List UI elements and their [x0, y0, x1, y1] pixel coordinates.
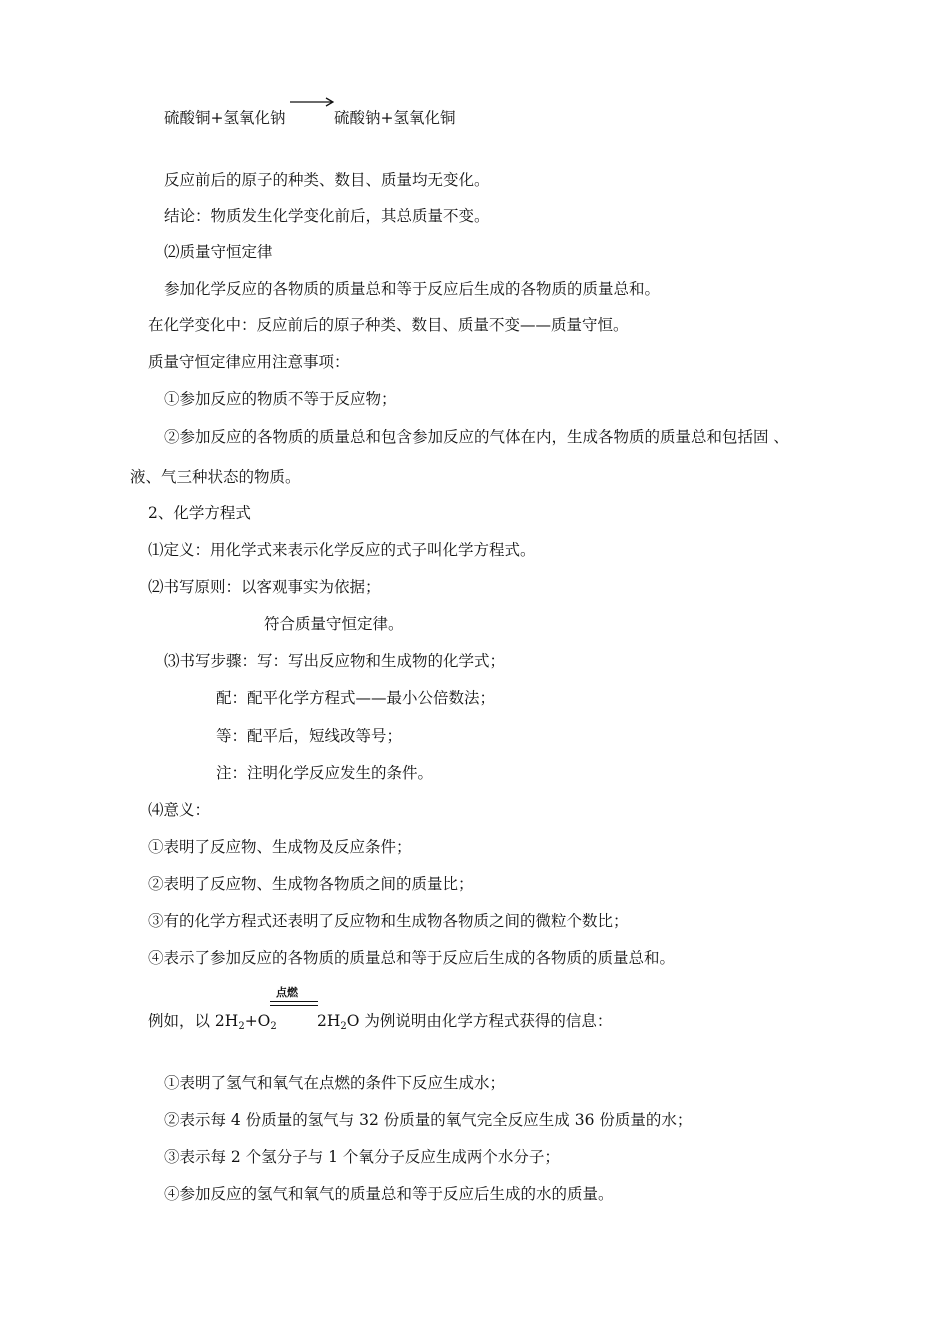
text-line: ⑵书写原则：以客观事实为依据；	[148, 578, 381, 596]
list-item: ①表明了反应物、生成物及反应条件；	[148, 838, 412, 856]
text-line: 质量守恒定律应用注意事项：	[148, 353, 350, 371]
equation-suffix: O 为例说明由化学方程式获得的信息：	[346, 1012, 613, 1030]
text-line: 反应前后的原子的种类、数目、质量均无变化。	[164, 171, 490, 189]
section-heading: 2、化学方程式	[148, 504, 251, 522]
list-item: ①参加反应的物质不等于反应物；	[164, 390, 397, 408]
list-item: ②参加反应的各物质的质量总和包含参加反应的气体在内，生成各物质的质量总和包括固 、	[164, 428, 789, 446]
section-heading: ⑵质量守恒定律	[164, 243, 273, 261]
subscript: 2	[238, 1021, 245, 1032]
text-line: 等：配平后，短线改等号；	[216, 727, 403, 745]
text-line: 配：配平化学方程式——最小公倍数法；	[216, 689, 496, 707]
text-line: 液、气三种状态的物质。	[130, 468, 301, 486]
text-line: 注：注明化学反应发生的条件。	[216, 764, 434, 782]
reaction-arrow-icon	[290, 96, 334, 108]
list-item: ②表示每 4 份质量的氢气与 32 份质量的氧气完全反应生成 36 份质量的水；	[164, 1111, 693, 1129]
list-item: ③有的化学方程式还表明了反应物和生成物各物质之间的微粒个数比；	[148, 912, 629, 930]
text-line: 参加化学反应的各物质的质量总和等于反应后生成的各物质的质量总和。	[164, 280, 661, 298]
subscript: 2	[270, 1021, 277, 1032]
equation-reactants	[148, 1011, 277, 1037]
reaction-condition-label: 点燃	[276, 986, 298, 999]
reaction-reactants: 硫酸铜+氢氧化钠	[164, 109, 286, 127]
reaction-products: 硫酸钠+氢氧化铜	[334, 109, 456, 127]
list-item: ③表示每 2 个氢分子与 1 个氧分子反应生成两个水分子；	[164, 1148, 560, 1166]
text-line: ⑴定义：用化学式来表示化学反应的式子叫化学方程式。	[148, 541, 536, 559]
list-item: ②表明了反应物、生成物各物质之间的质量比；	[148, 875, 474, 893]
text-line: ⑶书写步骤：写：写出反应物和生成物的化学式；	[164, 652, 506, 670]
section-heading: ⑷意义：	[148, 801, 211, 819]
conclusion-line: 结论：物质发生化学变化前后，其总质量不变。	[164, 207, 490, 225]
equation-oxygen: +O	[244, 1012, 271, 1030]
text-line: 符合质量守恒定律。	[264, 615, 404, 633]
equation-product: 2H	[317, 1012, 341, 1030]
text-line: 在化学变化中：反应前后的原子种类、数目、质量不变——质量守恒。	[148, 316, 629, 334]
list-item: ④参加反应的氢气和氧气的质量总和等于反应后生成的水的质量。	[164, 1185, 614, 1203]
subscript: 2	[340, 1021, 347, 1032]
equation-prefix: 例如，以 2H	[148, 1012, 239, 1030]
list-item: ①表明了氢气和氧气在点燃的条件下反应生成水；	[164, 1074, 506, 1092]
equals-bar-bottom	[270, 1005, 318, 1006]
list-item: ④表示了参加反应的各物质的质量总和等于反应后生成的各物质的质量总和。	[148, 949, 676, 967]
equals-bar-top	[270, 1001, 318, 1002]
equation-products	[317, 1011, 612, 1037]
